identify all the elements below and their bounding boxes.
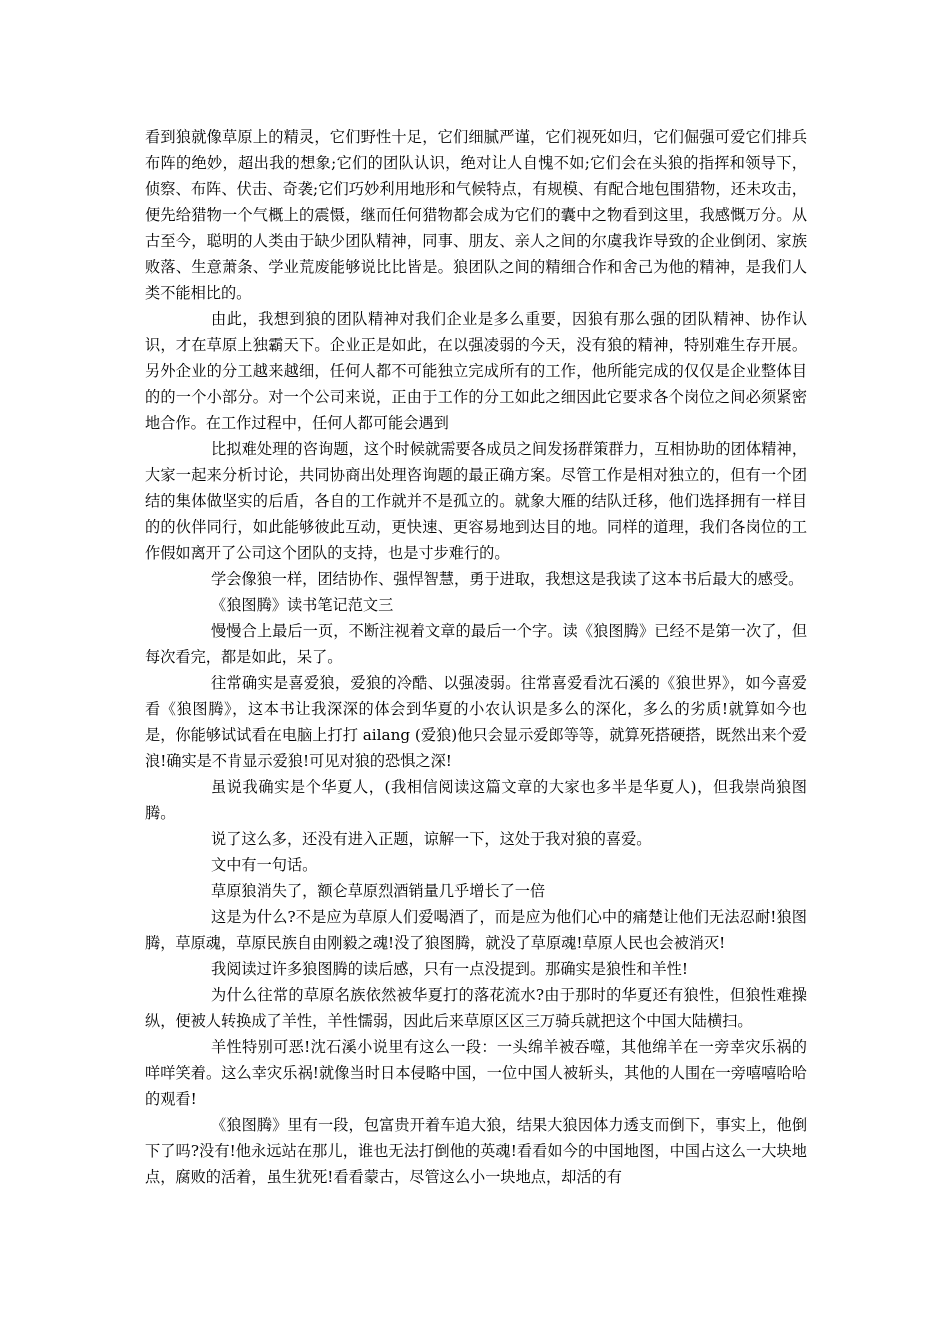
quote-line: 草原狼消失了，额仑草原烈酒销量几乎增长了一倍	[211, 882, 546, 900]
paragraph: 学会像狼一样，团结协作、强悍智慧，勇于进取，我想这是我读了这本书后最大的感受。	[211, 570, 804, 588]
paragraph: 《狼图腾》里有一段，包富贵开着车追大狼，结果大狼因体力透支而倒下，事实上，他倒下了吗?没有!他永远站在那儿，谁也无法打倒他的英魂!看看如今的中国地图，中国占这么一大块地点，腐败的活着，虽生犹死!看看蒙古，尽管这么小一块地点，却活的有	[145, 1116, 807, 1186]
paragraph: 慢慢合上最后一页，不断注视着文章的最后一个字。读《狼图腾》已经不是第一次了，但每次看完，都是如此，呆了。	[145, 622, 807, 666]
paragraph: 比拟难处理的咨询题，这个时候就需要各成员之间发扬群策群力，互相协助的团体精神，大家一起来分析讨论，共同协商出处理咨询题的最正确方案。尽管工作是相对独立的，但有一个团结的集体做坚实的后盾，各自的工作就并不是孤立的。就象大雁的结队迁移，他们选择拥有一样目的的伙伴同行，如此能够彼此互动，更快速、更容易地到达目的地。同样的道理，我们各岗位的工作假如离开了公司这个团队的支持，也是寸步难行的。	[145, 440, 807, 562]
document-body	[145, 124, 807, 1190]
paragraph: 往常确实是喜爱狼，爱狼的冷酷、以强凌弱。往常喜爱看沈石溪的《狼世界》，如今喜爱看《狼图腾》，这本书让我深深的体会到华夏的小农认识是多么的深化，多么的劣质!就算如今也是，你能够试试看在电脑上打打 ailang (爱狼)他只会显示爱郎等等，就算死搭硬搭，既然出来个爱浪!确实是不肯显示爱狼!可见对狼的恐惧之深!	[145, 674, 807, 770]
paragraph: 虽说我确实是个华夏人，(我相信阅读这篇文章的大家也多半是华夏人)，但我崇尚狼图腾。	[145, 778, 807, 822]
paragraph: 看到狼就像草原上的精灵，它们野性十足，它们细腻严谨，它们视死如归，它们倔强可爱它们排兵布阵的绝妙，超出我的想象;它们的团队认识，绝对让人自愧不如;它们会在头狼的指挥和领导下，侦察、布阵、伏击、奇袭;它们巧妙利用地形和气候特点，有规模、有配合地包围猎物，还未攻击，便先给猎物一个气概上的震慑，继而任何猎物都会成为它们的囊中之物看到这里，我感慨万分。从古至今，聪明的人类由于缺少团队精神，同事、朋友、亲人之间的尔虞我诈导致的企业倒闭、家族败落、生意萧条、学业荒废能够说比比皆是。狼团队之间的精细合作和舍己为他的精神，是我们人类不能相比的。	[145, 128, 807, 302]
paragraph: 我阅读过许多狼图腾的读后感，只有一点没提到。那确实是狼性和羊性!	[211, 960, 688, 978]
paragraph: 羊性特别可恶!沈石溪小说里有这么一段：一头绵羊被吞噬，其他绵羊在一旁幸灾乐祸的咩咩笑着。这么幸灾乐祸!就像当时日本侵略中国，一位中国人被斩头，其他的人围在一旁嘻嘻哈哈的观看!	[145, 1038, 807, 1108]
paragraph: 为什么往常的草原名族依然被华夏打的落花流水?由于那时的华夏还有狼性，但狼性难操纵，便被人转换成了羊性，羊性懦弱，因此后来草原区区三万骑兵就把这个中国大陆横扫。	[145, 986, 807, 1030]
section-heading: 《狼图腾》读书笔记范文三	[211, 596, 394, 614]
paragraph: 这是为什么?不是应为草原人们爱喝酒了，而是应为他们心中的痛楚让他们无法忍耐!狼图腾，草原魂，草原民族自由刚毅之魂!没了狼图腾，就没了草原魂!草原人民也会被消灭!	[145, 908, 807, 952]
paragraph: 由此，我想到狼的团队精神对我们企业是多么重要，因狼有那么强的团队精神、协作认识，才在草原上独霸天下。企业正是如此，在以强凌弱的今天，没有狼的精神，特别难生存开展。另外企业的分工越来越细，任何人都不可能独立完成所有的工作，他所能完成的仅仅是企业整体目的的一个小部分。对一个公司来说，正由于工作的分工如此之细因此它要求各个岗位之间必须紧密地合作。在工作过程中，任何人都可能会遇到	[145, 310, 807, 432]
paragraph: 说了这么多，还没有进入正题，谅解一下，这处于我对狼的喜爱。	[211, 830, 652, 848]
paragraph: 文中有一句话。	[211, 856, 318, 874]
